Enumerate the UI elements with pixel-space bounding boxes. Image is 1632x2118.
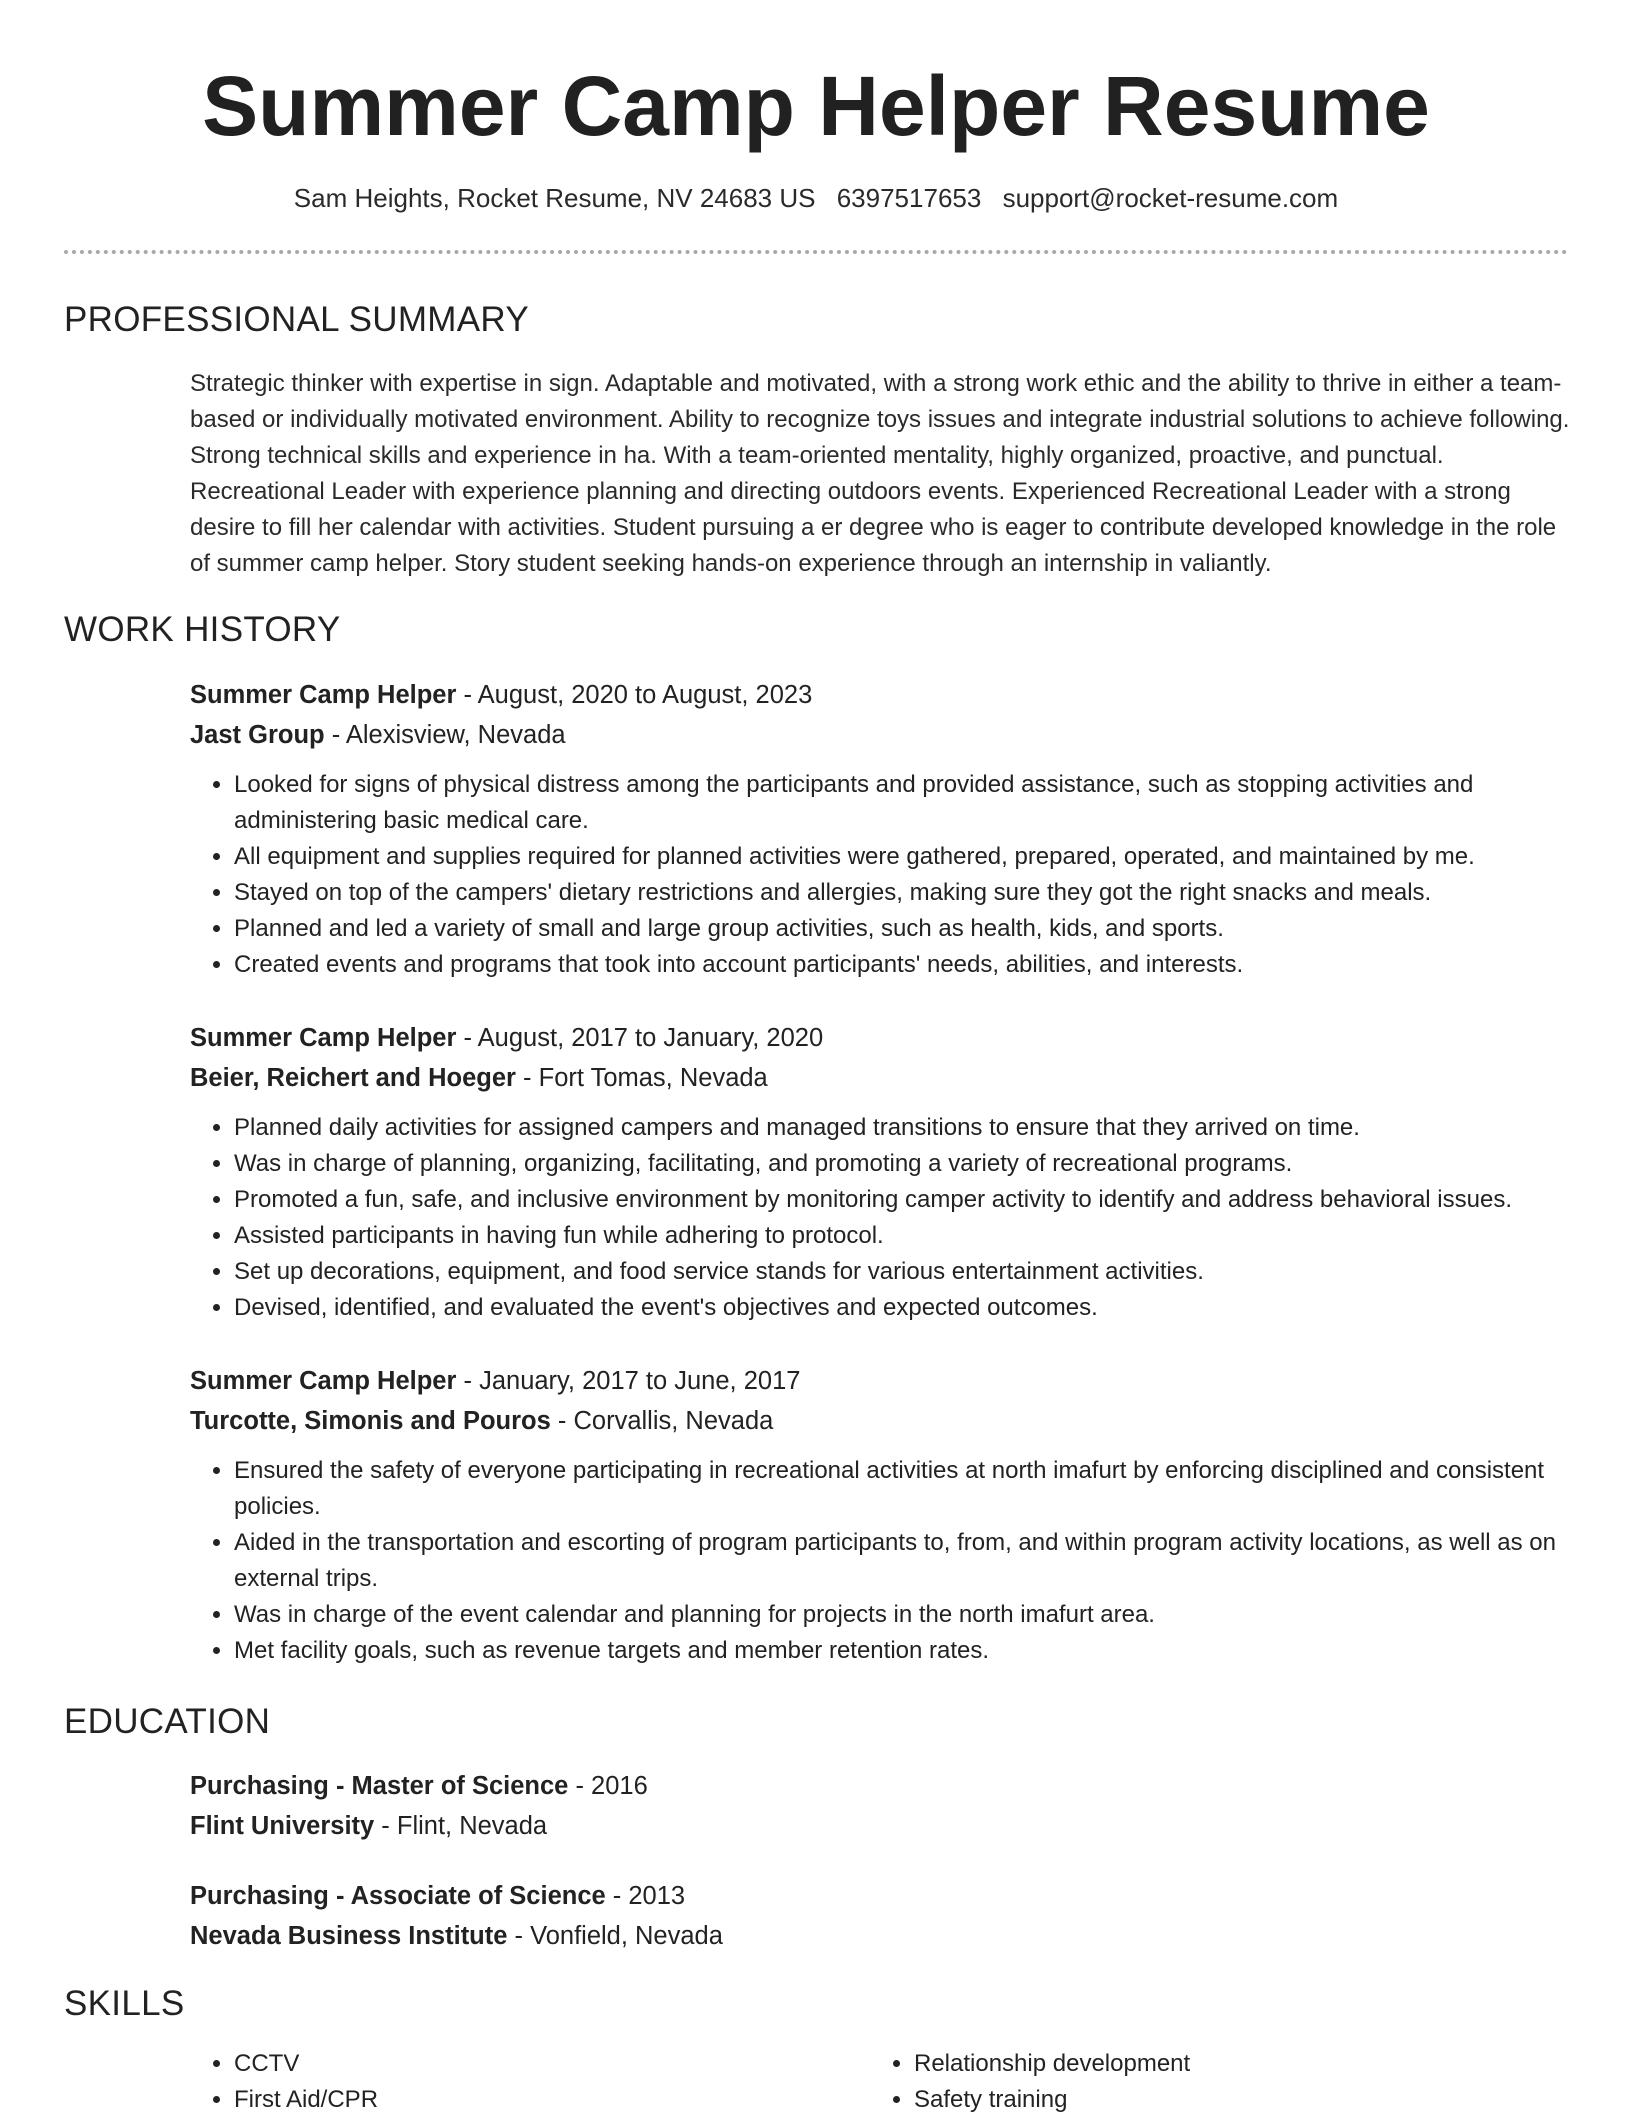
header-divider	[64, 250, 1568, 254]
contact-line	[0, 180, 1632, 216]
job-dates: - January, 2017 to June, 2017	[456, 1367, 801, 1395]
skills-column-left	[190, 2046, 850, 2118]
job-company: Beier, Reichert and Hoeger	[190, 1064, 516, 1092]
education-entry	[190, 1876, 1570, 1956]
job-bullet: • Met facility goals, such as revenue targets and member retention rates.	[234, 1633, 1570, 1669]
job-company: Jast Group	[190, 721, 325, 749]
job-bullet: • Aided in the transportation and escorting of program participants to, from, and within program activity locations, as well as on external trips.	[234, 1525, 1570, 1597]
education-year: - 2016	[568, 1772, 648, 1800]
education-heading: EDUCATION	[64, 1702, 271, 1741]
job-location: - Fort Tomas, Nevada	[515, 1064, 768, 1092]
job-dates: - August, 2017 to January, 2020	[456, 1024, 824, 1052]
job-company-line	[190, 1401, 1570, 1441]
job-title-line	[190, 675, 1570, 715]
job-title: Summer Camp Helper	[190, 1367, 457, 1395]
job-bullet: • Was in charge of planning, organizing, facilitating, and promoting a variety of recreational programs.	[234, 1146, 1570, 1182]
education-entry	[190, 1766, 1570, 1846]
work-history-heading: WORK HISTORY	[64, 610, 341, 649]
education-degree: Purchasing - Master of Science	[190, 1772, 569, 1800]
job-title-line	[190, 1361, 1570, 1401]
education-degree: Purchasing - Associate of Science	[190, 1882, 606, 1910]
education-location: - Vonfield, Nevada	[507, 1922, 723, 1950]
job-bullet: • Stayed on top of the campers' dietary restrictions and allergies, making sure they got the right snacks and meals.	[234, 875, 1570, 911]
resume-title: Summer Camp Helper Resume	[202, 59, 1430, 153]
skills-column-right	[870, 2046, 1530, 2118]
job-bullet: • Ensured the safety of everyone participating in recreational activities at north imafurt by enforcing disciplined and consistent policies.	[234, 1453, 1570, 1525]
job-location: - Alexisview, Nevada	[324, 721, 566, 749]
contact-email: support@rocket-resume.com	[1002, 183, 1339, 213]
job-bullet: • All equipment and supplies required for planned activities were gathered, prepared, operated, and maintained by me.	[234, 839, 1570, 875]
job-location: - Corvallis, Nevada	[550, 1407, 774, 1435]
job-bullet: • Assisted participants in having fun while adhering to protocol.	[234, 1218, 1570, 1254]
job-bullets	[190, 767, 1570, 983]
job-bullet: • Was in charge of the event calendar and planning for projects in the north imafurt area.	[234, 1597, 1570, 1633]
job-bullet: • Planned daily activities for assigned campers and managed transitions to ensure that they arrived on time.	[234, 1110, 1570, 1146]
skill-item: • CCTV	[234, 2046, 850, 2082]
education-school: Flint University	[190, 1812, 375, 1840]
contact-phone: 6397517653	[836, 183, 982, 213]
skill-item: • Safety training	[914, 2082, 1530, 2118]
job-company-line	[190, 1058, 1570, 1098]
skills-heading: SKILLS	[64, 1984, 185, 2023]
job-bullets	[190, 1453, 1570, 1669]
job-bullet: • Created events and programs that took into account participants' needs, abilities, and interests.	[234, 947, 1570, 983]
job-title: Summer Camp Helper	[190, 681, 457, 709]
job-entry	[190, 1018, 1570, 1326]
skill-item: • Relationship development	[914, 2046, 1530, 2082]
job-entry	[190, 675, 1570, 983]
job-company: Turcotte, Simonis and Pouros	[190, 1407, 551, 1435]
contact-address: Sam Heights, Rocket Resume, NV 24683 US	[293, 183, 816, 213]
job-bullet: • Devised, identified, and evaluated the event's objectives and expected outcomes.	[234, 1290, 1570, 1326]
education-school: Nevada Business Institute	[190, 1922, 508, 1950]
education-school-line	[190, 1806, 1570, 1846]
job-bullet: • Set up decorations, equipment, and food service stands for various entertainment activities.	[234, 1254, 1570, 1290]
education-degree-line	[190, 1766, 1570, 1806]
job-bullets	[190, 1110, 1570, 1326]
skills-list	[190, 2046, 850, 2118]
job-company-line	[190, 715, 1570, 755]
summary-text: Strategic thinker with expertise in sign. Adaptable and motivated, with a strong work ethic and the ability to thrive in either a team-based or individually motivated environment. Ability to recognize toys issues and integrate industrial solutions to achieve following. Strong technical skills and experience in ha. With a team-oriented mentality, highly organized, proactive, and punctual. Recreational Leader with experience planning and directing outdoors events. Experienced Recreational Leader with a strong desire to fill her calendar with activities. Student pursuing a er degree who is eager to contribute developed knowledge in the role of summer camp helper. Story student seeking hands-on experience through an internship in valiantly.	[190, 370, 1570, 577]
job-title-line	[190, 1018, 1570, 1058]
job-bullet: • Looked for signs of physical distress among the participants and provided assistance, such as stopping activities and administering basic medical care.	[234, 767, 1570, 839]
summary-heading: PROFESSIONAL SUMMARY	[64, 300, 529, 339]
education-degree-line	[190, 1876, 1570, 1916]
job-entry	[190, 1361, 1570, 1669]
skill-item: • First Aid/CPR	[234, 2082, 850, 2118]
skills-list	[870, 2046, 1530, 2118]
job-dates: - August, 2020 to August, 2023	[456, 681, 813, 709]
education-school-line	[190, 1916, 1570, 1956]
job-bullet: • Promoted a fun, safe, and inclusive environment by monitoring camper activity to identify and address behavioral issues.	[234, 1182, 1570, 1218]
education-location: - Flint, Nevada	[374, 1812, 548, 1840]
job-bullet: • Planned and led a variety of small and large group activities, such as health, kids, and sports.	[234, 911, 1570, 947]
job-title: Summer Camp Helper	[190, 1024, 457, 1052]
education-year: - 2013	[605, 1882, 686, 1910]
